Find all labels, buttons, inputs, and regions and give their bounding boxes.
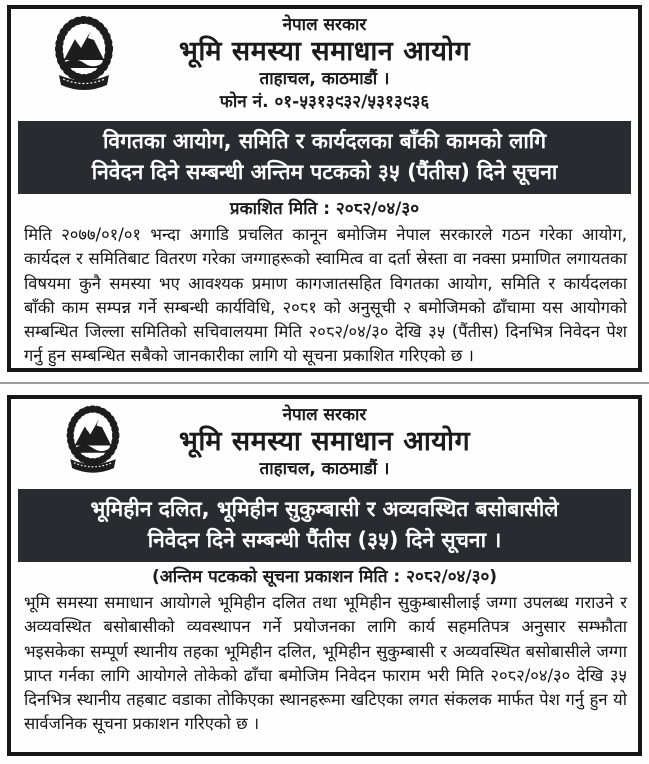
notice-box-bottom [7, 395, 642, 756]
notice-box-top [7, 5, 642, 372]
notice-body: भूमि समस्या समाधान आयोगले भूमिहीन दलित तथा भूमिहीन सुकुम्बासीलाई जग्गा उपलब्ध गराउने र अव्यवस्थित बसोबासीको व्यवस्थापन गर्ने प्रयोजनका लागि कार्य सहमतिपत्र अनुसार सम्झौता भइसकेका सम्पूर्ण स्थानीय तहका भूमिहीन दलित, भूमिहीन सुकुम्बासी र अव्यवस्थित बसोबासीले जग्गा प्राप्त गर्नका लागि आयोगले तोकेको ढाँचा बमोजिम निवेदन फाराम भरी मिति २०८२/०४/३० देखि ३५ दिनभित्र स्थानीय तहबाट वडाका तोकिएका स्थानहरूमा खटिएका लगत संकलक मार्फत पेश गर्नु हुन यो सार्वजनिक सूचना प्रकाशन गरिएको छ । [24, 593, 627, 734]
commission-name: भूमि समस्या समाधान आयोग [178, 426, 471, 457]
government-name: नेपाल सरकार [282, 15, 367, 35]
banner-line-2: निवेदन दिने सम्बन्धी अन्तिम पटकको ३५ (पैंतीस) दिने सूचना [91, 160, 558, 184]
notice-title-banner [18, 121, 631, 194]
banner-line-1: भूमिहीन दलित, भूमिहीन सुकुम्बासी र अव्यवस्थित बसोबासीले [90, 497, 559, 521]
government-name: नेपाल सरकार [282, 405, 367, 425]
phone-line: फोन नं. ०१-५३१३९३२/५३१३९३६ [219, 92, 430, 112]
published-date: (अन्तिम पटकको सूचना प्रकाशन मिति : २०८२/०४/३०) [151, 567, 498, 587]
letterhead-top [11, 9, 638, 114]
banner-line-2: निवेदन दिने सम्बन्धी पैंतीस (३५) दिने सूचना । [147, 528, 502, 552]
nepal-government-emblem-icon [51, 13, 117, 95]
commission-name: भूमि समस्या समाधान आयोग [178, 36, 471, 67]
letterhead-bottom [11, 399, 638, 480]
published-date: प्रकाशित मिति : २०८२/०४/३० [229, 199, 420, 219]
banner-line-1: विगतका आयोग, समिति र कार्यदलका बाँकी कामको लागि [102, 129, 547, 153]
address-line: ताहाचल, काठमाडौं । [259, 69, 390, 89]
section-divider [0, 382, 649, 384]
notice-title-banner [18, 489, 631, 562]
notice-body: मिति २०७७/०१/०१ भन्दा अगाडि प्रचलित कानून बमोजिम नेपाल सरकारले गठन गरेका आयोग, कार्यदल र समितिबाट वितरण गरेका जग्गाहरूको स्वामित्व वा दर्ता स्रेस्ता वा नक्सा प्रमाणित लगायतका विषयमा कुनै समस्या भए आवश्यक प्रमाण कागजातसहित विगतका आयोग, समिति र कार्यदलका बाँकी काम सम्पन्न गर्ने सम्बन्धी कार्यविधि, २०८१ को अनुसूची २ बमोजिमको ढाँचामा यस आयोगको सम्बन्धित जिल्ला समितिको सचिवालयमा मिति २०८२/०४/३० देखि ३५ (पैंतीस) दिनभित्र निवेदन पेश गर्नु हुन सम्बन्धित सबैको जानकारीका लागि यो सूचना प्रकाशित गरिएको छ । [24, 225, 627, 366]
address-line: ताहाचल, काठमाडौं । [259, 459, 390, 479]
nepal-government-emblem-icon [63, 402, 123, 478]
